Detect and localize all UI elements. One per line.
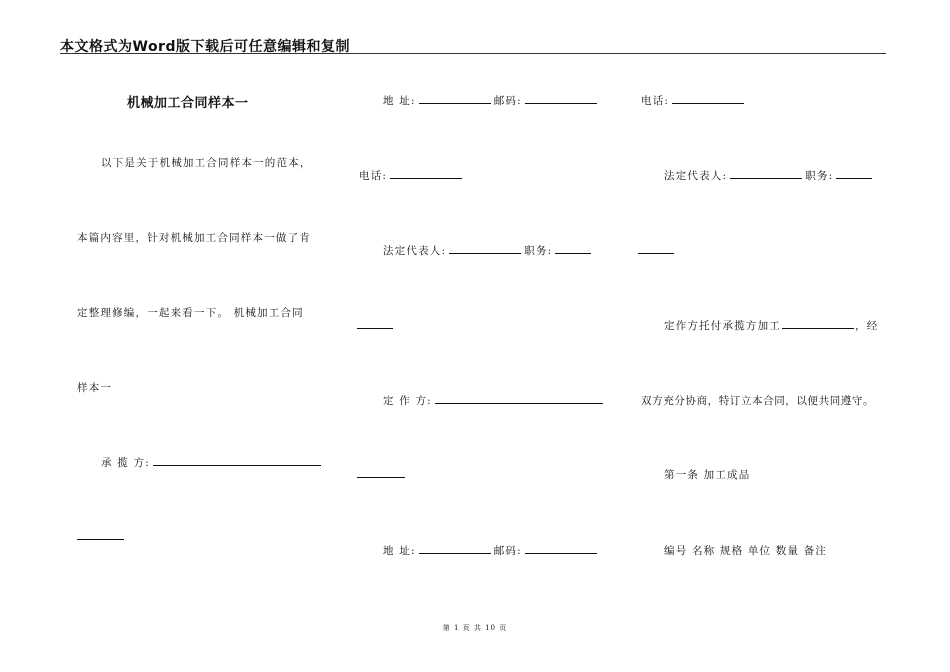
header-rule xyxy=(60,53,886,54)
entrust-tail: ，经 xyxy=(855,320,879,332)
intro-line-3: 定整理修编，一起来看一下。 机械加工合同 xyxy=(77,307,304,319)
legal-rep-blank[interactable] xyxy=(449,244,521,254)
address2-blank[interactable] xyxy=(419,544,491,554)
legal-rep-row-2 xyxy=(664,168,875,183)
postcode-blank[interactable] xyxy=(525,94,597,104)
legal-rep-label: 法定代表人: xyxy=(383,245,447,257)
position2-label: 职务: xyxy=(805,170,834,182)
entrust-text: 定作方托付承揽方加工 xyxy=(664,320,781,332)
orderer-blank[interactable] xyxy=(435,394,603,404)
contractor-row xyxy=(101,455,324,470)
entrust-row xyxy=(664,318,878,333)
orderer-row xyxy=(383,393,606,408)
position-blank-cont[interactable] xyxy=(357,328,393,329)
legal-rep-row-1 xyxy=(383,243,594,258)
contractor-blank[interactable] xyxy=(153,456,321,466)
address-row-1 xyxy=(383,93,600,108)
phone-blank[interactable] xyxy=(390,169,462,179)
contractor-label: 承 揽 方: xyxy=(101,457,150,469)
intro-line-4: 样本一 xyxy=(77,382,113,394)
address-blank[interactable] xyxy=(419,94,491,104)
position-label: 职务: xyxy=(524,245,553,257)
phone2-blank[interactable] xyxy=(672,94,744,104)
phone2-label: 电话: xyxy=(641,95,670,107)
intro-line-1: 以下是关于机械加工合同样本一的范本， xyxy=(101,157,312,169)
legal-rep2-label: 法定代表人: xyxy=(664,170,728,182)
postcode2-label: 邮码: xyxy=(493,545,522,557)
position2-blank-cont[interactable] xyxy=(638,253,674,254)
address2-label: 地 址: xyxy=(383,545,416,557)
orderer-blank-cont[interactable] xyxy=(357,477,405,478)
postcode2-blank[interactable] xyxy=(525,544,597,554)
position2-blank[interactable] xyxy=(836,169,872,179)
intro-line-2: 本篇内容里，针对机械加工合同样本一做了肯 xyxy=(77,232,311,244)
orderer-label: 定 作 方: xyxy=(383,395,432,407)
address-label: 地 址: xyxy=(383,95,416,107)
page-footer: 第 1 页 共 10 页 xyxy=(442,624,508,632)
table-columns-text: 编号 名称 规格 单位 数量 备注 xyxy=(664,545,828,557)
phone-label: 电话: xyxy=(359,170,388,182)
document-header: 本文格式为Word版下载后可任意编辑和复制 xyxy=(60,39,350,55)
address-row-2 xyxy=(383,543,600,558)
position-blank[interactable] xyxy=(555,244,591,254)
article-1-heading: 第一条 加工成品 xyxy=(664,469,751,481)
phone-row-2 xyxy=(641,93,747,108)
contractor-blank-cont[interactable] xyxy=(77,539,124,540)
phone-row-1 xyxy=(359,168,465,183)
postcode-label: 邮码: xyxy=(493,95,522,107)
product-blank[interactable] xyxy=(782,319,854,329)
consult-text: 双方充分协商，特订立本合同，以便共同遵守。 xyxy=(641,395,875,407)
page-title: 机械加工合同样本一 xyxy=(127,96,249,111)
legal-rep2-blank[interactable] xyxy=(730,169,802,179)
